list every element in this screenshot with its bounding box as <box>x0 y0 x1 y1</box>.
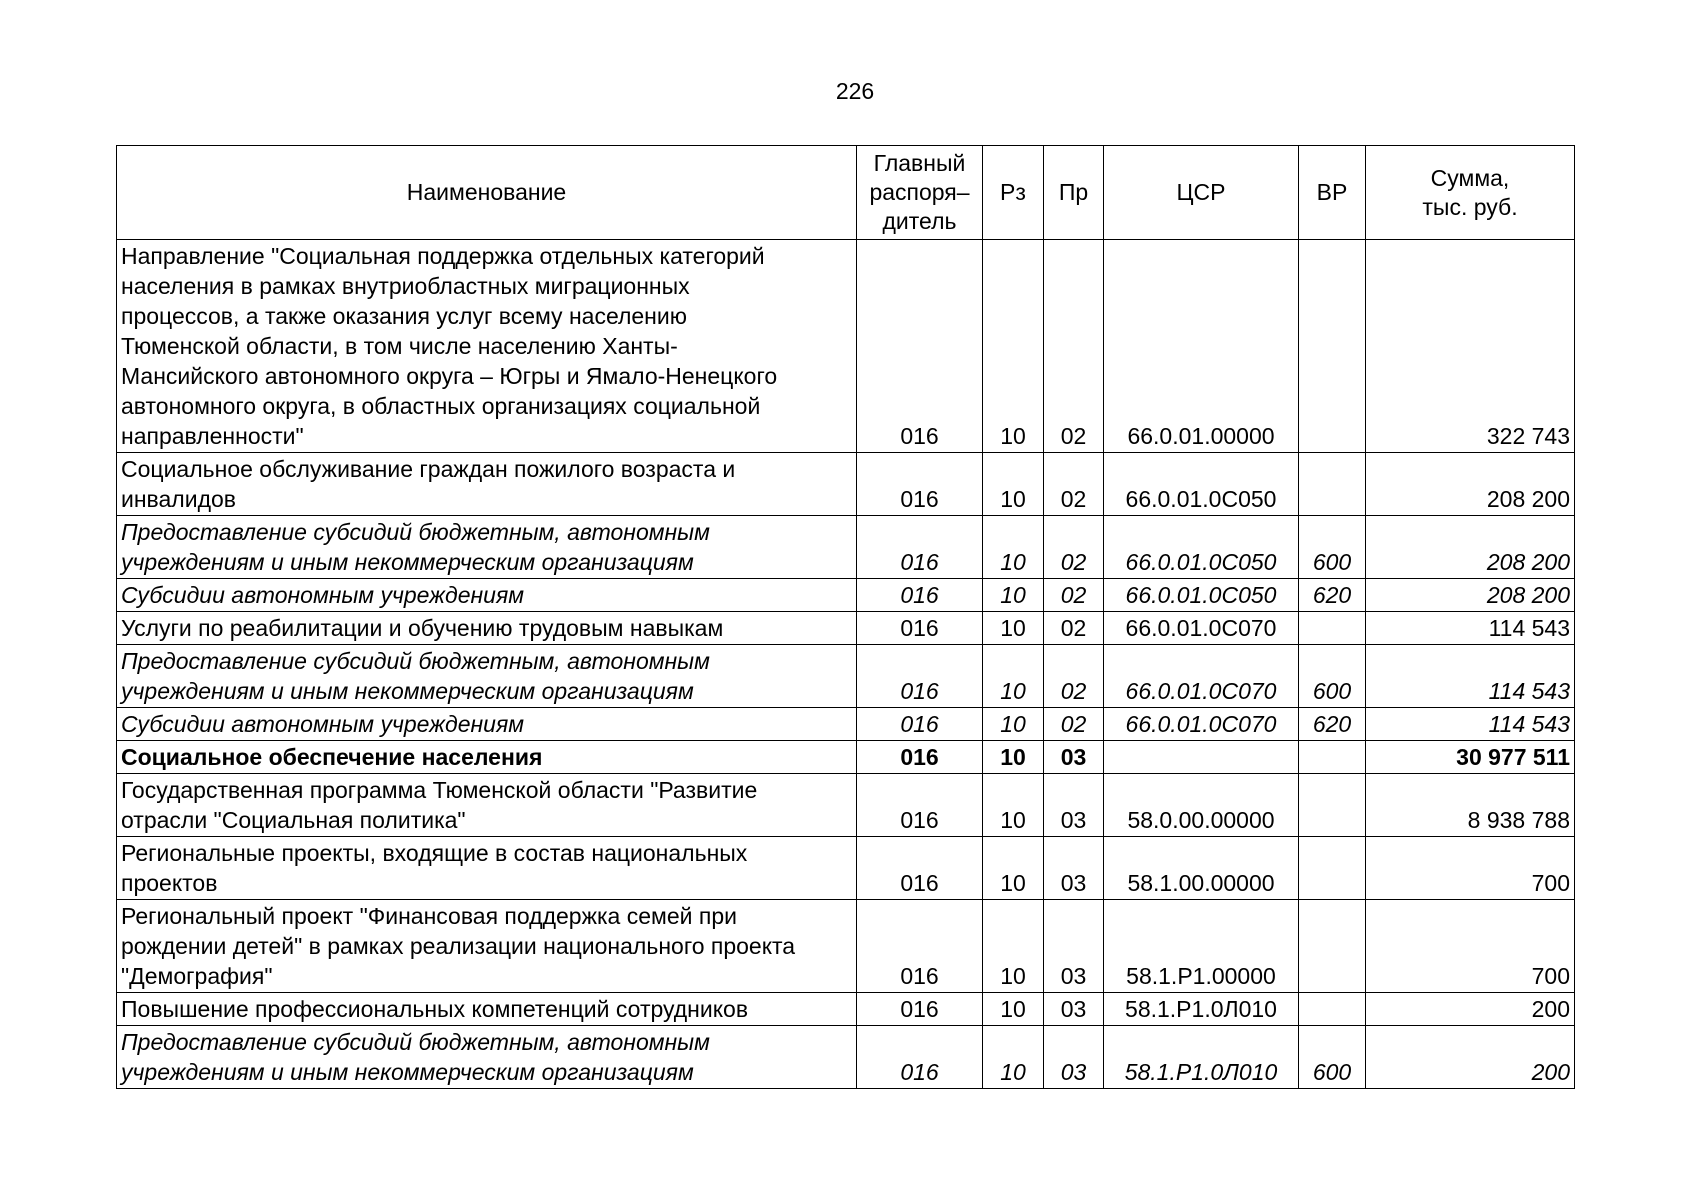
cell-rz: 10 <box>983 645 1044 708</box>
cell-pr: 02 <box>1044 579 1104 612</box>
table-row <box>117 900 1575 993</box>
cell-rz: 10 <box>983 1026 1044 1089</box>
cell-csr: 66.0.01.0С050 <box>1104 516 1299 579</box>
table-row <box>117 240 1575 453</box>
cell-grbs: 016 <box>857 453 983 516</box>
cell-name <box>117 612 857 645</box>
cell-name-line: проектов <box>121 870 218 896</box>
header-sum-line: Сумма, <box>1430 164 1510 191</box>
table-row <box>117 993 1575 1026</box>
cell-grbs: 016 <box>857 993 983 1026</box>
cell-grbs: 016 <box>857 612 983 645</box>
cell-name <box>117 240 857 453</box>
cell-rz: 10 <box>983 612 1044 645</box>
cell-name-line: учреждениям и иным некоммерческим организациям <box>121 1059 694 1085</box>
cell-grbs: 016 <box>857 645 983 708</box>
table-row <box>117 645 1575 708</box>
cell-name <box>117 900 857 993</box>
cell-pr: 03 <box>1044 1026 1104 1089</box>
cell-name-line: рождении детей" в рамках реализации национального проекта <box>121 933 796 959</box>
cell-name-line: Услуги по реабилитации и обучению трудовым навыкам <box>121 615 724 641</box>
table-row <box>117 453 1575 516</box>
table-row <box>117 579 1575 612</box>
cell-name <box>117 645 857 708</box>
cell-vr: 600 <box>1299 1026 1366 1089</box>
cell-rz: 10 <box>983 741 1044 774</box>
cell-pr: 03 <box>1044 774 1104 837</box>
cell-csr: 66.0.01.0С070 <box>1104 645 1299 708</box>
cell-name-line: Субсидии автономным учреждениям <box>121 711 525 737</box>
cell-grbs: 016 <box>857 516 983 579</box>
cell-name-line: Государственная программа Тюменской области "Развитие <box>121 777 758 803</box>
cell-sum: 208 200 <box>1366 453 1575 516</box>
cell-csr: 66.0.01.0С070 <box>1104 612 1299 645</box>
header-grbs-line: Главный <box>873 150 966 176</box>
cell-grbs: 016 <box>857 708 983 741</box>
cell-grbs: 016 <box>857 900 983 993</box>
table-row <box>117 612 1575 645</box>
cell-name-line: Мансийского автономного округа – Югры и Ямало-Ненецкого <box>121 363 778 389</box>
cell-csr: 58.1.Р1.0Л010 <box>1104 993 1299 1026</box>
cell-csr: 58.0.00.00000 <box>1104 774 1299 837</box>
header-csr: ЦСР <box>1104 146 1299 240</box>
cell-name <box>117 774 857 837</box>
cell-name-line: Предоставление субсидий бюджетным, автономным <box>121 519 710 545</box>
cell-name <box>117 837 857 900</box>
cell-name-line: Социальное обслуживание граждан пожилого возраста и <box>121 456 736 482</box>
cell-name-line: Тюменской области, в том числе населению Ханты- <box>121 333 678 359</box>
cell-sum: 200 <box>1366 993 1575 1026</box>
cell-name-line: автономного округа, в областных организациях социальной <box>121 393 761 419</box>
cell-vr <box>1299 774 1366 837</box>
cell-rz: 10 <box>983 516 1044 579</box>
cell-vr: 620 <box>1299 579 1366 612</box>
cell-pr: 02 <box>1044 645 1104 708</box>
header-grbs-line: дитель <box>882 208 957 234</box>
cell-name-line: Социальное обеспечение населения <box>121 744 543 770</box>
cell-name <box>117 579 857 612</box>
cell-grbs: 016 <box>857 240 983 453</box>
cell-sum: 700 <box>1366 900 1575 993</box>
cell-pr: 02 <box>1044 612 1104 645</box>
header-grbs <box>857 146 983 240</box>
header-rz: Рз <box>983 146 1044 240</box>
cell-grbs: 016 <box>857 741 983 774</box>
header-name: Наименование <box>117 146 857 240</box>
table-row <box>117 516 1575 579</box>
cell-vr: 600 <box>1299 516 1366 579</box>
cell-rz: 10 <box>983 900 1044 993</box>
header-pr: Пр <box>1044 146 1104 240</box>
cell-pr: 03 <box>1044 741 1104 774</box>
cell-rz: 10 <box>983 708 1044 741</box>
cell-sum: 700 <box>1366 837 1575 900</box>
cell-name-line: Повышение профессиональных компетенций сотрудников <box>121 996 749 1022</box>
table-header-row <box>117 146 1575 240</box>
cell-pr: 03 <box>1044 837 1104 900</box>
page-number: 226 <box>835 78 875 104</box>
cell-name-line: учреждениям и иным некоммерческим организациям <box>121 549 694 575</box>
cell-sum: 30 977 511 <box>1366 741 1575 774</box>
cell-name <box>117 741 857 774</box>
cell-pr: 03 <box>1044 900 1104 993</box>
cell-name <box>117 708 857 741</box>
cell-grbs: 016 <box>857 774 983 837</box>
cell-csr: 58.1.Р1.00000 <box>1104 900 1299 993</box>
table-row <box>117 1026 1575 1089</box>
cell-pr: 03 <box>1044 993 1104 1026</box>
cell-name <box>117 1026 857 1089</box>
cell-name <box>117 453 857 516</box>
table-row <box>117 708 1575 741</box>
cell-rz: 10 <box>983 774 1044 837</box>
cell-vr <box>1299 240 1366 453</box>
cell-rz: 10 <box>983 453 1044 516</box>
cell-name <box>117 993 857 1026</box>
cell-name-line: учреждениям и иным некоммерческим организациям <box>121 678 694 704</box>
cell-name-line: Предоставление субсидий бюджетным, автономным <box>121 648 710 674</box>
cell-vr <box>1299 837 1366 900</box>
cell-name-line: инвалидов <box>121 486 236 512</box>
cell-csr: 66.0.01.0С070 <box>1104 708 1299 741</box>
header-sum-line: тыс. руб. <box>1422 193 1518 220</box>
cell-rz: 10 <box>983 837 1044 900</box>
cell-grbs: 016 <box>857 579 983 612</box>
cell-name-line: Региональный проект "Финансовая поддержка семей при <box>121 903 737 929</box>
cell-sum: 208 200 <box>1366 516 1575 579</box>
cell-rz: 10 <box>983 579 1044 612</box>
cell-csr <box>1104 741 1299 774</box>
header-grbs-line: распоря– <box>869 179 970 205</box>
cell-sum: 200 <box>1366 1026 1575 1089</box>
cell-pr: 02 <box>1044 240 1104 453</box>
cell-csr: 66.0.01.0С050 <box>1104 579 1299 612</box>
cell-grbs: 016 <box>857 1026 983 1089</box>
table-row <box>117 741 1575 774</box>
cell-vr <box>1299 741 1366 774</box>
cell-pr: 02 <box>1044 453 1104 516</box>
cell-sum: 8 938 788 <box>1366 774 1575 837</box>
cell-name-line: Предоставление субсидий бюджетным, автономным <box>121 1029 710 1055</box>
cell-sum: 114 543 <box>1366 645 1575 708</box>
cell-name-line: Субсидии автономным учреждениям <box>121 582 525 608</box>
cell-vr <box>1299 453 1366 516</box>
cell-name-line: Региональные проекты, входящие в состав национальных <box>121 840 748 866</box>
cell-vr <box>1299 993 1366 1026</box>
cell-vr: 620 <box>1299 708 1366 741</box>
cell-name-line: Направление "Социальная поддержка отдельных категорий <box>121 243 765 269</box>
cell-csr: 58.1.00.00000 <box>1104 837 1299 900</box>
cell-rz: 10 <box>983 240 1044 453</box>
cell-sum: 208 200 <box>1366 579 1575 612</box>
cell-name <box>117 516 857 579</box>
cell-name-line: направленности" <box>121 423 304 449</box>
cell-sum: 322 743 <box>1366 240 1575 453</box>
cell-sum: 114 543 <box>1366 708 1575 741</box>
cell-name-line: "Демография" <box>121 963 273 989</box>
cell-sum: 114 543 <box>1366 612 1575 645</box>
cell-name-line: населения в рамках внутриобластных миграционных <box>121 273 690 299</box>
table-row <box>117 837 1575 900</box>
cell-vr: 600 <box>1299 645 1366 708</box>
cell-vr <box>1299 900 1366 993</box>
cell-name-line: процессов, а также оказания услуг всему населению <box>121 303 687 329</box>
cell-csr: 66.0.01.0С050 <box>1104 453 1299 516</box>
cell-grbs: 016 <box>857 837 983 900</box>
header-sum <box>1366 146 1575 240</box>
table-body <box>117 240 1575 1089</box>
budget-table <box>116 145 1575 1089</box>
cell-pr: 02 <box>1044 516 1104 579</box>
cell-rz: 10 <box>983 993 1044 1026</box>
cell-vr <box>1299 612 1366 645</box>
header-vr: ВР <box>1299 146 1366 240</box>
table-row <box>117 774 1575 837</box>
cell-csr: 58.1.Р1.0Л010 <box>1104 1026 1299 1089</box>
cell-csr: 66.0.01.00000 <box>1104 240 1299 453</box>
cell-name-line: отрасли "Социальная политика" <box>121 807 466 833</box>
cell-pr: 02 <box>1044 708 1104 741</box>
